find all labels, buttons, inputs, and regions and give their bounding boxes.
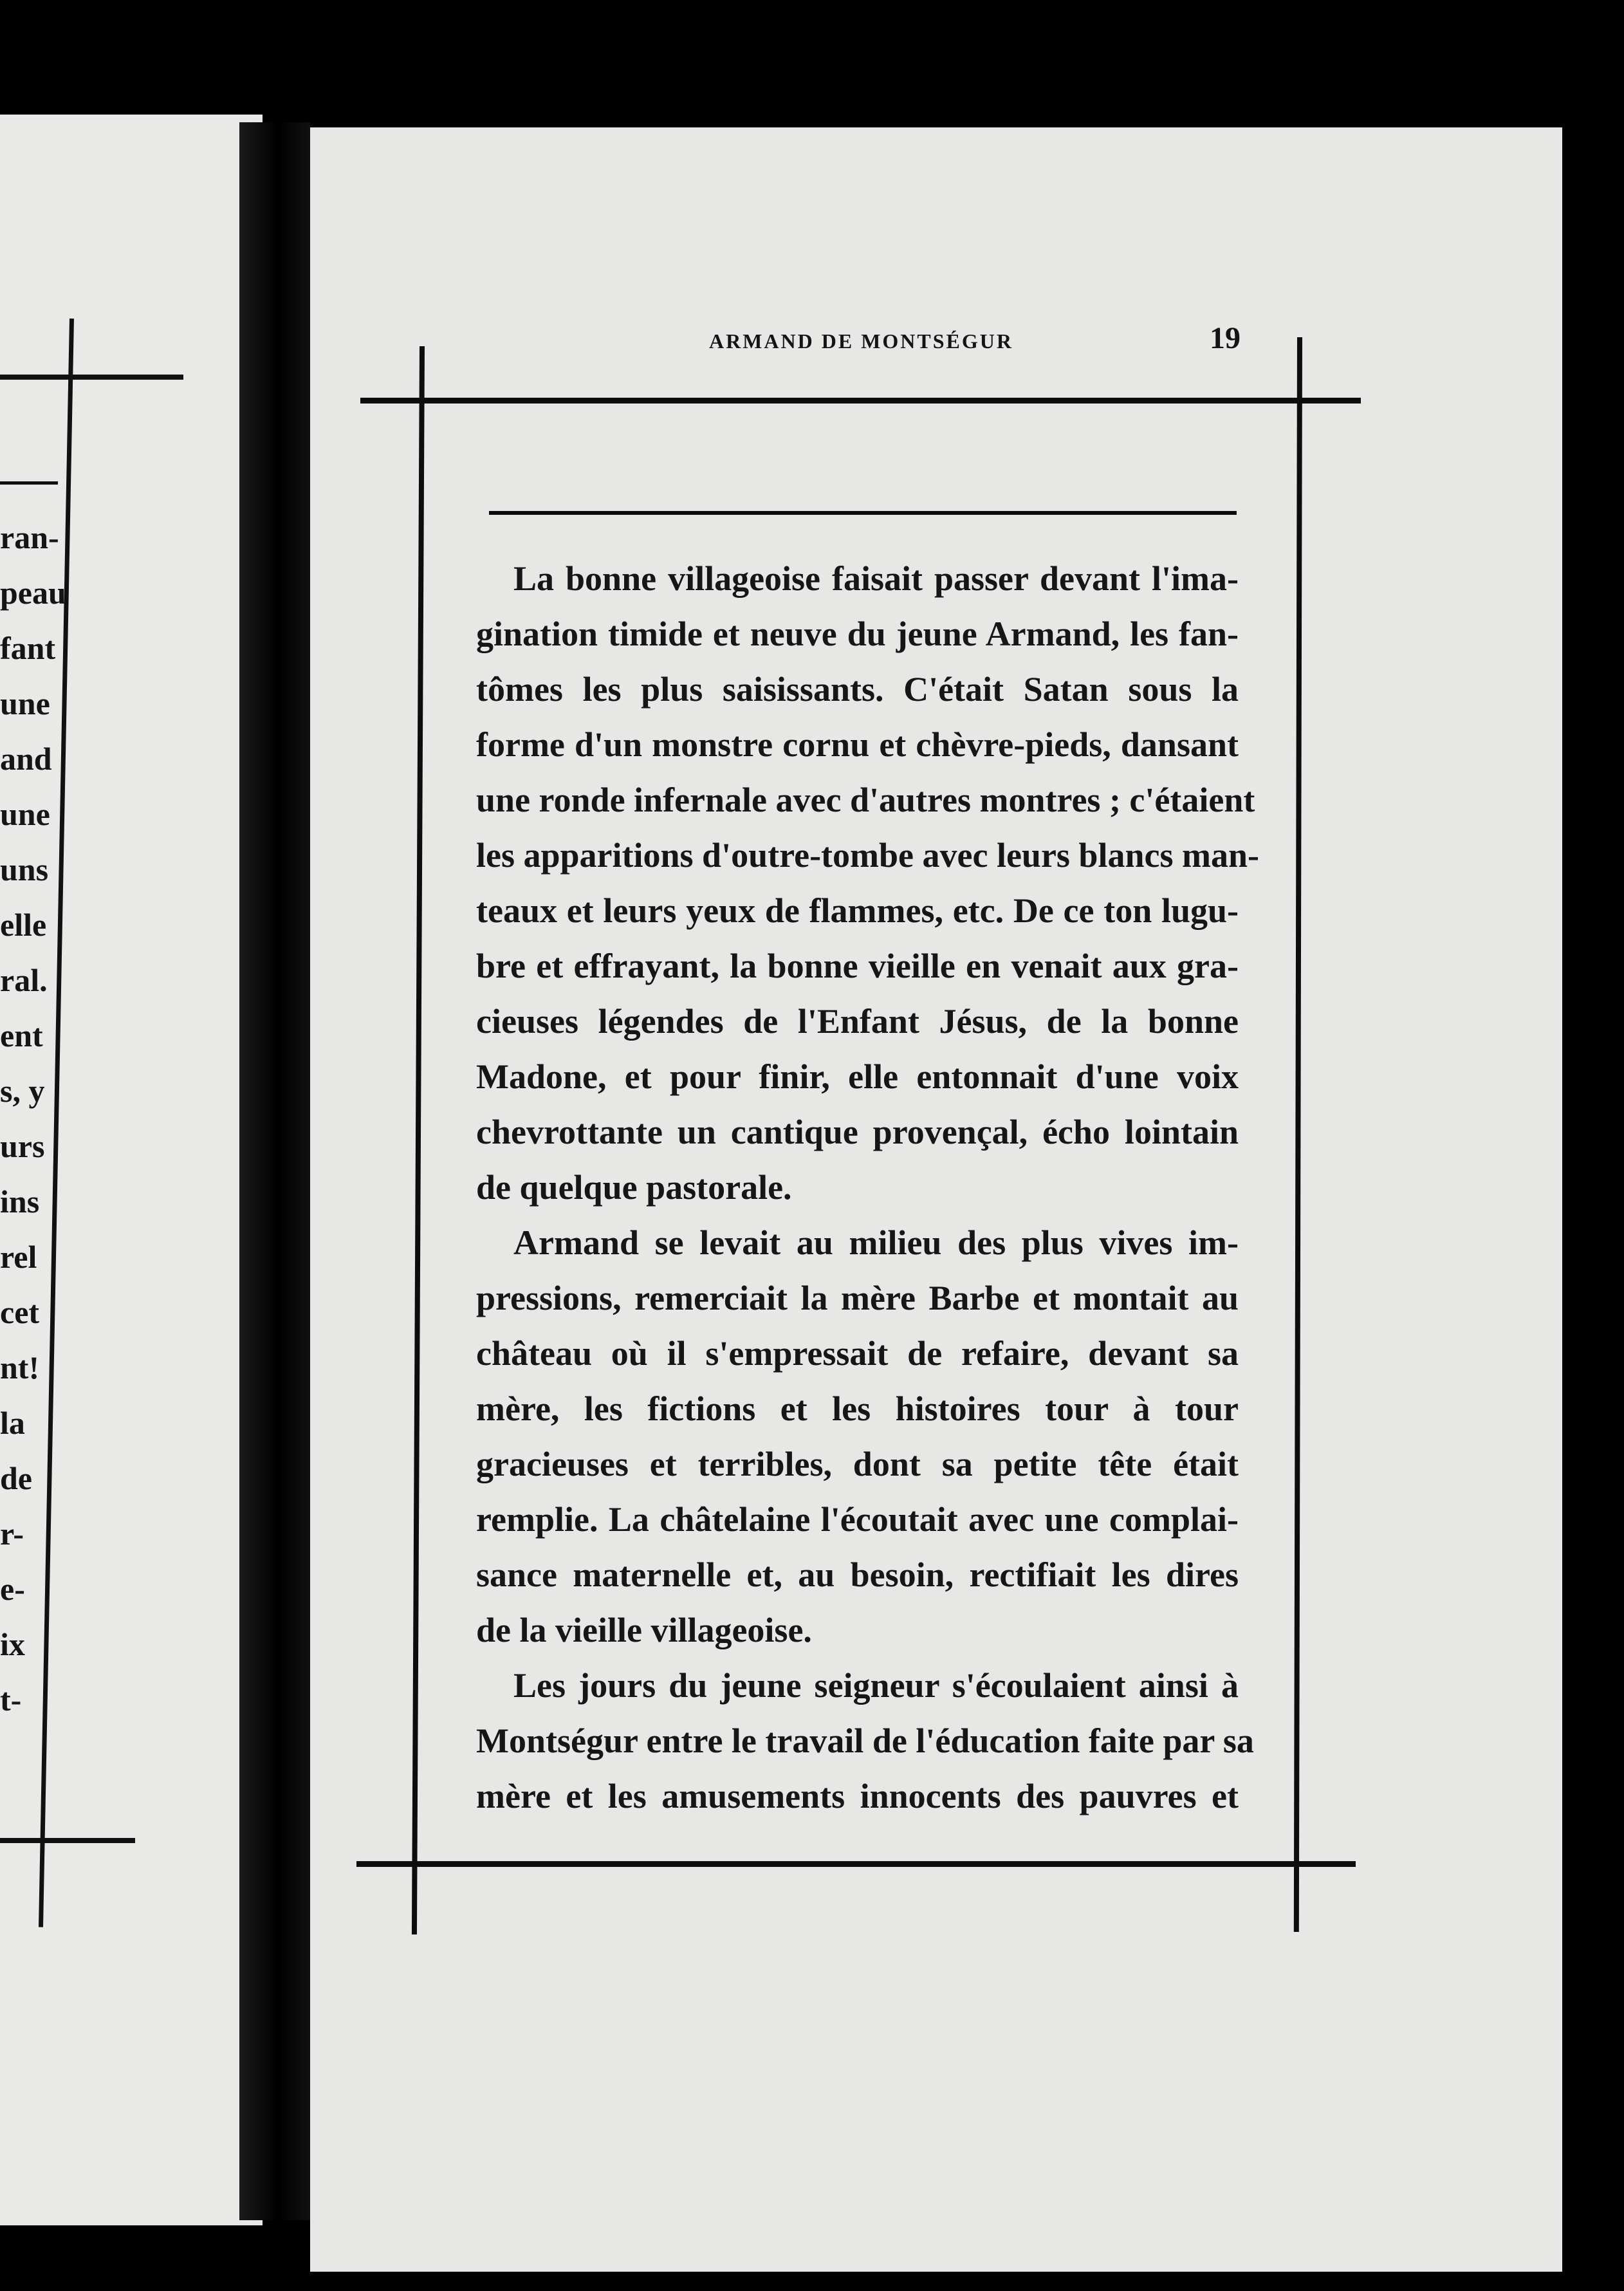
facing-page: [0, 115, 263, 2225]
page-number: 19: [1210, 321, 1241, 355]
facing-page-line: urs: [0, 1128, 45, 1164]
facing-page-line: s, y: [0, 1073, 45, 1109]
text-line: de la vieille villageoise.: [476, 1611, 812, 1649]
facing-page-line: une: [0, 796, 50, 832]
facing-page-line: peau: [0, 575, 66, 611]
running-head: [402, 321, 1241, 368]
facing-page-line: ent: [0, 1017, 43, 1053]
text-line: Armand se levait au milieu des plus vives im-: [513, 1223, 1239, 1262]
facing-page-line: ix: [0, 1626, 25, 1662]
facing-page-top-rule: [0, 375, 183, 380]
body-text: [476, 551, 1259, 1824]
facing-page-line: uns: [0, 851, 49, 887]
facing-page-line: rel: [0, 1239, 37, 1275]
text-line: teaux et leurs yeux de flammes, etc. De ce ton lugu-: [476, 891, 1239, 930]
facing-page-line: ral.: [0, 962, 48, 998]
facing-page-head-rule: [0, 481, 58, 485]
facing-page-line: ins: [0, 1183, 40, 1220]
text-line: bre et effrayant, la bonne vieille en venait aux gra-: [476, 947, 1239, 985]
facing-page-line: r-: [0, 1516, 24, 1552]
facing-page-line: cet: [0, 1294, 40, 1330]
running-head-title: ARMAND DE MONTSÉGUR: [709, 329, 1013, 353]
text-line: mère, les fictions et les histoires tour à tour: [476, 1389, 1239, 1428]
text-line: remplie. La châtelaine l'écoutait avec une complai-: [476, 1500, 1239, 1539]
text-line: gination timide et neuve du jeune Armand, les fan-: [476, 615, 1239, 653]
book-gutter: [239, 122, 310, 2220]
facing-page-line: nt!: [0, 1350, 40, 1386]
text-line: sance maternelle et, au besoin, rectifiait les dires: [476, 1555, 1239, 1594]
facing-page-line: ran-: [0, 519, 59, 555]
text-line: Montségur entre le travail de l'éducation faite par sa: [476, 1721, 1254, 1760]
head-rule: [489, 511, 1237, 515]
facing-page-line: la: [0, 1405, 25, 1441]
text-line: tômes les plus saisissants. C'était Satan sous la: [476, 670, 1239, 709]
facing-page-line: and: [0, 741, 52, 777]
text-line: mère et les amusements innocents des pauvres et: [476, 1777, 1239, 1815]
text-line: château où il s'empressait de refaire, devant sa: [476, 1334, 1239, 1373]
text-line: les apparitions d'outre-tombe avec leurs blancs man-: [476, 836, 1259, 875]
text-line: La bonne villageoise faisait passer devant l'ima-: [513, 559, 1239, 598]
text-line: pressions, remerciait la mère Barbe et montait au: [476, 1279, 1239, 1317]
text-line: forme d'un monstre cornu et chèvre-pieds, dansant: [476, 725, 1239, 764]
text-line: une ronde infernale avec d'autres montres ; c'étaient: [476, 781, 1255, 819]
facing-page-line: de: [0, 1460, 32, 1496]
facing-page-line: elle: [0, 907, 47, 943]
facing-page-right-border: [39, 319, 74, 1927]
facing-page-line: t-: [0, 1682, 22, 1718]
facing-page-bottom-rule: [0, 1838, 135, 1843]
facing-page-line: fant: [0, 630, 56, 666]
text-line: gracieuses et terribles, dont sa petite tête était: [476, 1445, 1239, 1483]
text-line: Les jours du jeune seigneur s'écoulaient ainsi à: [513, 1666, 1239, 1705]
text-line: Madone, et pour finir, elle entonnait d'une voix: [476, 1057, 1239, 1096]
text-line: chevrottante un cantique provençal, écho lointain: [476, 1113, 1239, 1151]
facing-page-line: une: [0, 685, 50, 721]
facing-page-line: e-: [0, 1571, 25, 1607]
frame-bottom-rule: [356, 1861, 1356, 1867]
frame-top-rule: [360, 398, 1361, 403]
text-line: cieuses légendes de l'Enfant Jésus, de la bonne: [476, 1002, 1239, 1041]
text-line: de quelque pastorale.: [476, 1168, 792, 1207]
